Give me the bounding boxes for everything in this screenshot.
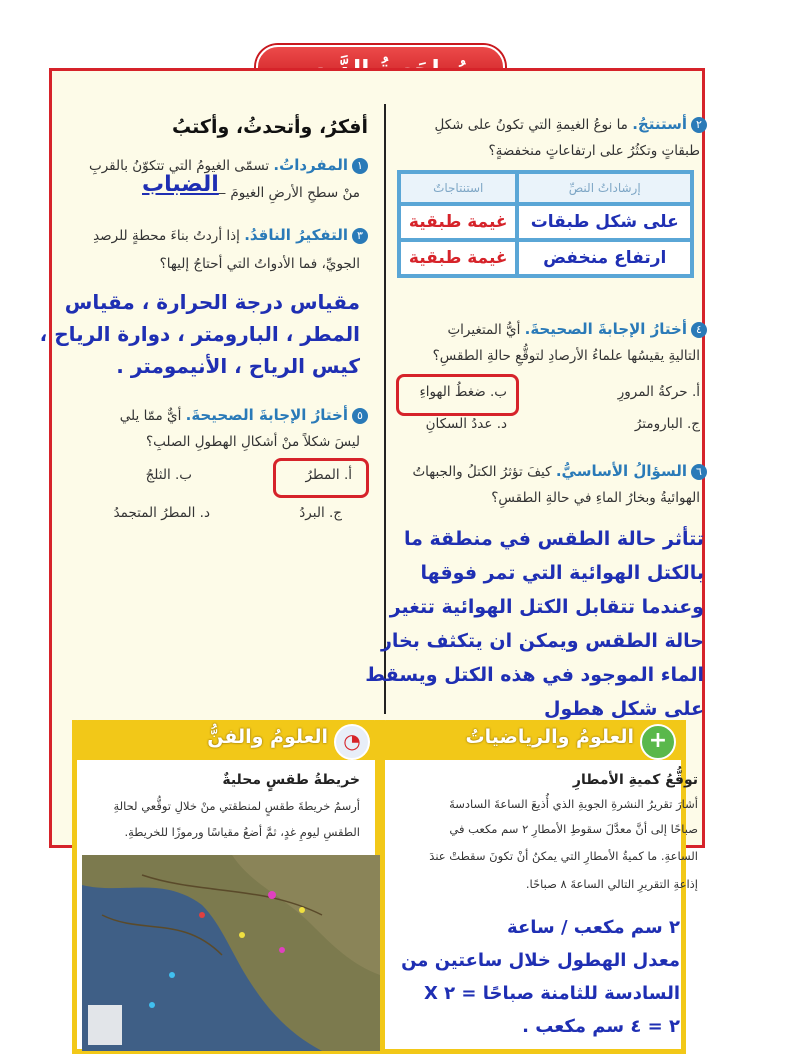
math-text-line2: صباحًا إلى أنَّ معدَّلَ سقوطِ الأمطارِ ٢ سم مكعب في [449,822,698,836]
question-2-line2: طبقاتٍ وتكثُرُ على ارتفاعاتٍ منخفضةٍ؟ [488,143,700,159]
question-number: ٦ [691,464,707,480]
question-text: كيفَ تؤثرُ الكتلُ والجبهاتُ [412,464,552,480]
question-3-line2: الجويِّ، فما الأدواتُ التي أحتاجُ إليها؟ [159,256,360,272]
science-math-header: العلومُ والرياضياتُ [465,726,634,748]
art-text-line1: أرسمُ خريطةَ طقسٍ لمنطقتي منْ خلالِ توقُّعي لحالةِ [113,799,360,813]
table-header-text-clues: إرشاداتُ النصِّ [519,174,690,202]
option-d[interactable]: د. عددُ السكانِ [425,416,507,432]
math-text-line1: أشارَ تقريرُ النشرةِ الجويةِ الذي أُذيعَ الساعةَ السادسةَ [449,797,698,811]
question-number: ١ [352,158,368,174]
table-header-conclusions: استنتاجاتٌ [401,174,515,202]
table-cell: ارتفاع منخفض [519,242,690,274]
answer-3-line1: مقياس درجة الحرارة ، مقياس [64,290,360,314]
table-cell: على شكل طبقات [519,206,690,238]
question-text: تسمّى الغيومُ التي تتكوّنُ بالقربِ [88,158,270,174]
question-4-line2: التاليةِ يقيسُها علماءُ الأرصادِ لتوقُّعِ حالةِ الطقسِ؟ [432,348,700,364]
question-keyword: أختارُ الإجابةَ الصحيحةَ. [185,406,348,424]
answer-3-line3: كيس الرياح ، الأنيمومتر . [116,354,360,378]
math-subtitle: توقُّعُ كميةِ الأمطارِ [572,772,698,788]
question-1 [89,156,368,174]
question-number: ٣ [352,228,368,244]
option-b[interactable]: ب. ضغطُ الهواءِ [419,384,507,400]
question-number: ٥ [352,408,368,424]
question-text: أيُّ المتغيراتِ [447,322,521,338]
answer-6-line3: وعندما تتقابل الكتل الهوائية تتغير [389,596,704,618]
question-keyword: السؤالُ الأساسيُّ. [555,462,687,480]
question-number: ٤ [691,322,707,338]
question-keyword: أختارُ الإجابةَ الصحيحةَ. [524,320,687,338]
math-text-line3: الساعةِ. ما كميةُ الأمطارِ التي يمكنُ أنْ تكونَ سقطتْ عندَ [429,849,698,863]
question-6 [412,462,707,480]
question-keyword: المفرداتُ. [273,156,348,174]
question-4 [447,320,707,338]
paint-palette-icon: ◔ [334,724,370,760]
math-text-line4: إذاعةِ التقريرِ التالي الساعةَ ٨ صباحًا. [525,877,698,891]
question-2 [434,115,707,133]
option-d[interactable]: د. المطرُ المتجمدُ [113,505,210,521]
question-text: أيٌّ ممّا يلي [119,408,182,424]
weather-map-image [82,855,380,1051]
question-5-line2: ليسَ شكلاً منْ أشكالِ الهطولِ الصلبِ؟ [145,434,360,450]
question-1-line2: منْ سطحِ الأرضِ الغيومَ —— [199,185,360,201]
answer-6-line6: على شكل هطول [544,698,704,720]
question-keyword: أستنتجُ. [632,115,687,133]
art-subtitle: خريطةُ طقسٍ محليةٌ [222,772,360,788]
math-answer-line1: ٢ سم مكعب / ساعة [507,917,680,938]
answer-3-line2: المطر ، البارومتر ، دوارة الرياح ، [39,322,360,346]
question-number: ٢ [691,117,707,133]
math-answer-line4: ٢ = ٤ سم مكعب . [522,1016,680,1037]
option-a[interactable]: أ. حركةُ المرورِ [617,384,700,400]
answer-6-line4: حالة الطقس ويمكن ان يتكثف بخار [380,630,704,652]
table-cell: غيمة طبقية [401,242,515,274]
art-text-line2: الطقسِ ليومِ غدٍ، ثمَّ أضعُ مقياسًا ورموزًا للخريطةِ. [124,825,360,839]
answer-6-line5: الماء الموجود في هذه الكتل ويسقط [365,664,704,686]
math-answer-line2: معدل الهطول خلال ساعتين من [401,950,680,971]
column-divider [384,104,386,714]
answer-6-line1: تتأثر حالة الطقس في منطقة ما [403,528,704,550]
math-answer-line3: السادسة للثامنة صباحًا = ٢ X [423,983,680,1004]
answer-1: الضباب [142,172,219,197]
question-3 [93,226,368,244]
option-c[interactable]: ج. البارومترُ [634,416,700,432]
left-heading: أفكرُ، وأتحدثُ، وأكتبُ [172,116,368,138]
table-cell: غيمة طبقية [401,206,515,238]
option-b[interactable]: ب. الثلجُ [145,467,192,483]
question-5 [120,406,368,424]
option-a[interactable]: أ. المطرُ [305,467,352,483]
option-c[interactable]: ج. البردُ [299,505,342,521]
answer-6-line2: بالكتل الهوائية التي تمر فوقها [420,562,704,584]
science-art-header: العلومُ والفنُّ [207,726,328,748]
science-math-header-bar [380,720,686,760]
summary-table [397,170,694,278]
question-keyword: التفكيرُ الناقدُ. [244,226,348,244]
science-art-header-bar [72,720,380,760]
question-6-line2: الهوائيةُ وبخارُ الماءِ في حالةِ الطقسِ؟ [491,490,700,506]
plus-icon: + [640,724,676,760]
weather-map-drawing [82,855,380,1051]
question-text: ما نوعُ الغيمةِ التي تكونُ على شكلِ [434,117,628,133]
question-text: إذا أردتُ بناءَ محطةٍ للرصدِ [93,228,240,244]
